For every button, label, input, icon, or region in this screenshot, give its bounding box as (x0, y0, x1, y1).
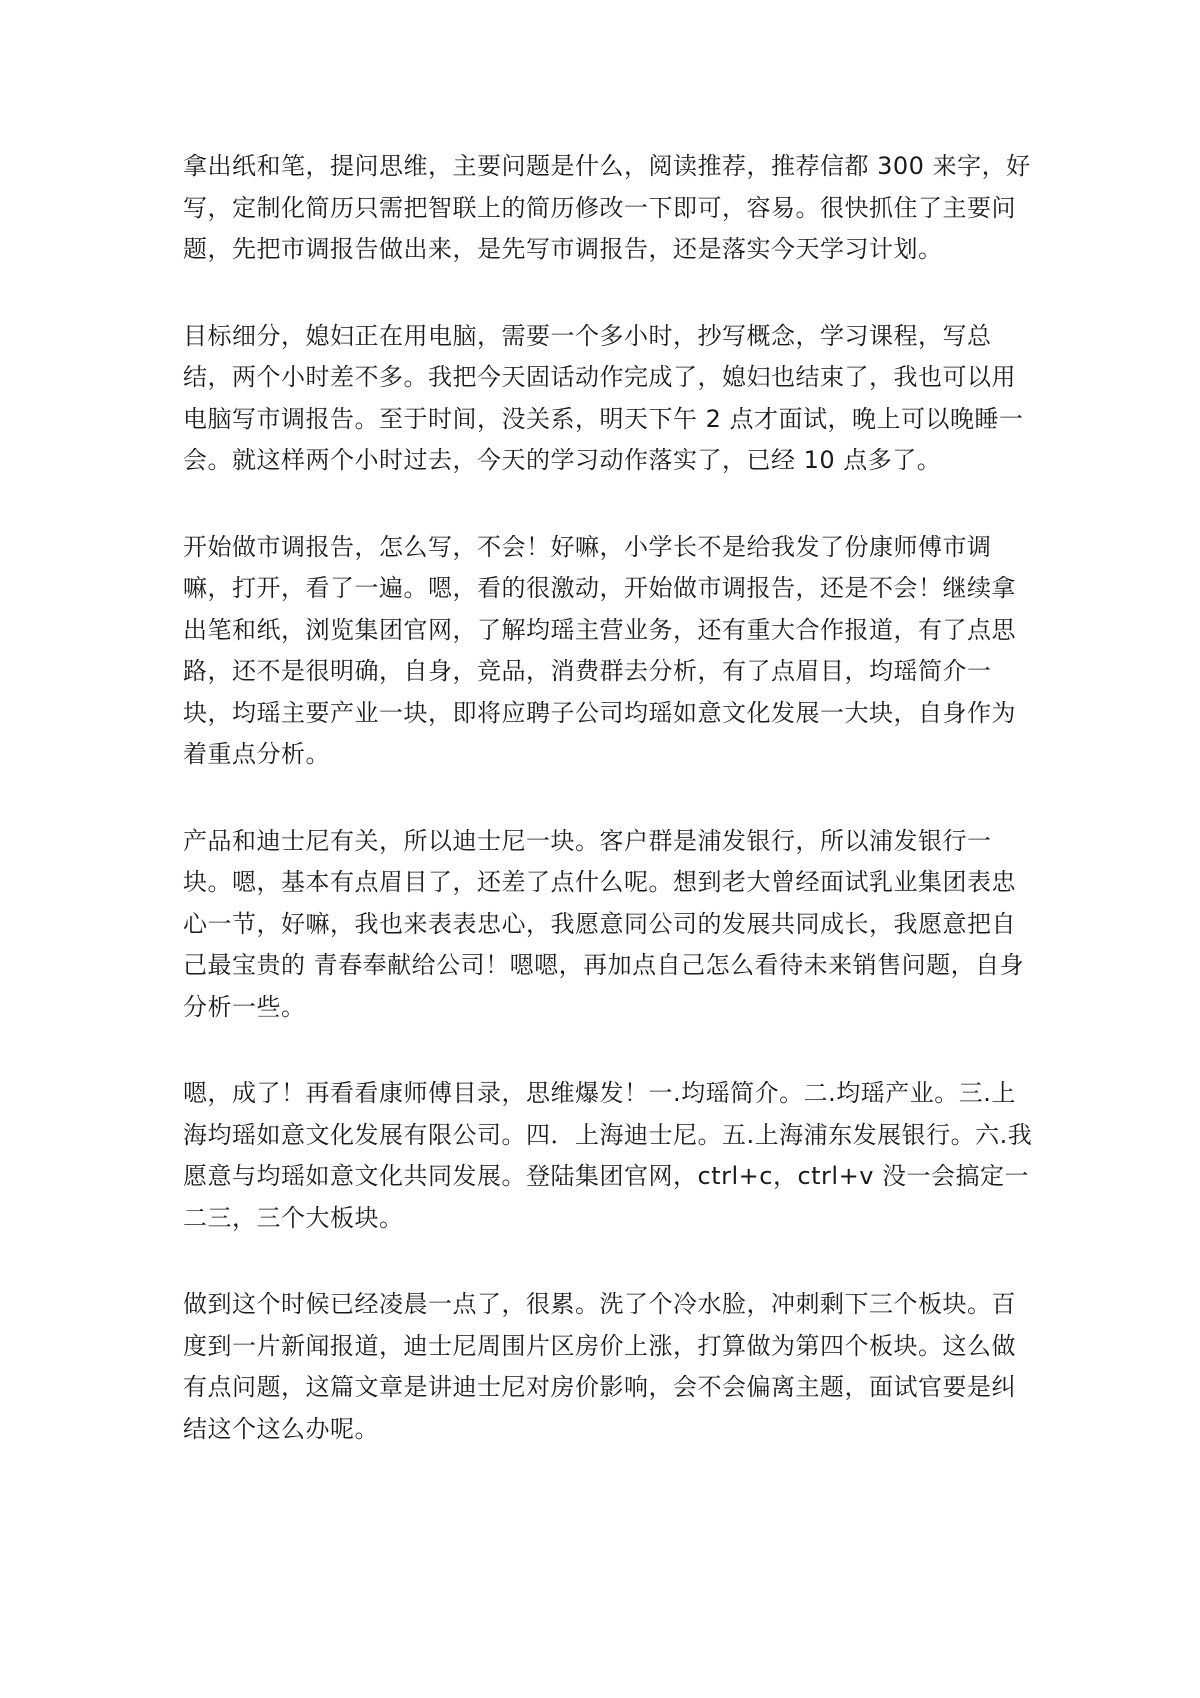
paragraph-4: 产品和迪士尼有关，所以迪士尼一块。客户群是浦发银行，所以浦发银行一块。嗯，基本有点眉目了，还差了点什么呢。想到老大曾经面试乳业集团表忠心一节，好嘛，我也来表表忠心，我愿意同公司的发展共同成长，我愿意把自己最宝贵的 青春奉献给公司！嗯嗯，再加点自己怎么看待未来销售问题，自身分析一些。 (183, 826, 1025, 1021)
document-body (183, 146, 1035, 1495)
paragraph-5: 嗯，成了！再看看康师傅目录，思维爆发！一.均瑶简介。二.均瑶产业。三.上海均瑶如意文化发展有限公司。四．上海迪士尼。五.上海浦东发展银行。六.我愿意与均瑶如意文化共同发展。登陆集团官网，ctrl+c，ctrl+v 没一会搞定一二三，三个大板块。 (183, 1079, 1033, 1232)
paragraph-1: 拿出纸和笔，提问思维，主要问题是什么，阅读推荐，推荐信都 300 来字，好写，定制化简历只需把智联上的简历修改一下即可，容易。很快抓住了主要问题，先把市调报告做出来，是先写市调报告，还是落实今天学习计划。 (183, 152, 1031, 263)
paragraph-3: 开始做市调报告，怎么写，不会！好嘛，小学长不是给我发了份康师傅市调嘛，打开，看了一遍。嗯，看的很激动，开始做市调报告，还是不会！继续拿出笔和纸，浏览集团官网，了解均瑶主营业务，还有重大合作报道，有了点思路，还不是很明确，自身，竞品，消费群去分析，有了点眉目，均瑶简介一块，均瑶主要产业一块，即将应聘子公司均瑶如意文化发展一大块，自身作为着重点分析。 (183, 532, 1016, 768)
paragraph-6: 做到这个时候已经凌晨一点了，很累。洗了个冷水脸，冲刺剩下三个板块。百度到一片新闻报道，迪士尼周围片区房价上涨，打算做为第四个板块。这么做有点问题，这篇文章是讲迪士尼对房价影响，会不会偏离主题，面试官要是纠结这个这么办呢。 (183, 1290, 1016, 1443)
paragraph-2: 目标细分，媳妇正在用电脑，需要一个多小时，抄写概念，学习课程，写总结，两个小时差不多。我把今天固话动作完成了，媳妇也结束了，我也可以用电脑写市调报告。至于时间，没关系，明天下午 2 点才面试，晚上可以晚睡一会。就这样两个小时过去，今天的学习动作落实了，已经 10 点多了。 (183, 321, 1024, 474)
